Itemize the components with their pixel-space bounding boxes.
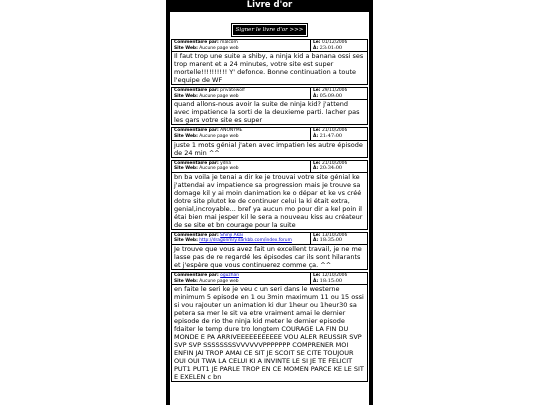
time-label: À:: [313, 278, 319, 284]
entry-meta: [172, 161, 367, 173]
entry-message: juste 1 mots génial j'aten avec impatien les autre épisode de 24 min ^^: [174, 140, 363, 157]
sign-area: [170, 12, 369, 39]
site-label: Site Web:: [174, 93, 198, 99]
entry-date: 01/12/2006: [321, 40, 348, 45]
date-label: Le:: [313, 128, 321, 134]
author-label: Commentaire par:: [174, 40, 219, 45]
entry-meta: [172, 88, 367, 100]
entry-time: 23:01:00: [319, 44, 343, 51]
entry-meta: [172, 273, 367, 285]
entry-date: 13/10/2006: [321, 232, 348, 238]
site-label: Site Web:: [174, 278, 198, 284]
site-label: Site Web:: [174, 166, 198, 172]
entry-author: privatewolf: [220, 88, 245, 94]
entry-date: 29/11/2006: [321, 88, 348, 94]
entry-message: quand allons-nous avoir la suite de ninja kid? j'attend avec impatience la sorti de la deuxieme parti. lacher pas les gars votre site es super: [174, 100, 360, 125]
guestbook-entry: [171, 232, 368, 270]
entry-date: 21/10/2006: [321, 128, 348, 134]
author-label: Commentaire par:: [174, 232, 219, 238]
entry-time: 21:47:00: [319, 132, 343, 139]
guestbook-entry: [171, 127, 368, 157]
site-label: Site Web:: [174, 45, 198, 51]
entry-time: 20:34:00: [319, 165, 343, 172]
time-label: À:: [313, 45, 319, 51]
guestbook-frame: [166, 0, 373, 405]
entry-author-cell: [172, 273, 311, 284]
entry-author[interactable]: Shinji Akai: [220, 232, 243, 238]
entry-site: Aucune page web: [199, 93, 239, 99]
entry-author-cell: [172, 233, 311, 244]
author-label: Commentaire par:: [174, 128, 219, 134]
entry-author: ANONYME: [220, 128, 243, 134]
entry-message: Il faut trop une suite a shiby, a ninja kid a banana ossi ses trop marent et a 24 minutes, votre site est super mortelle!!!!!!!!!! Y' defonce. Bonne continuation a toute l'equipe de WF: [174, 52, 364, 85]
entry-author: malcom: [220, 40, 238, 45]
date-label: Le:: [313, 160, 321, 166]
entry-date-cell: [311, 40, 367, 51]
entry-date: 21/10/2006: [321, 160, 348, 166]
entry-date-cell: [311, 273, 367, 284]
guestbook-entry: [171, 39, 368, 85]
entry-meta: [172, 40, 367, 52]
entries-list: [170, 39, 369, 382]
time-label: À:: [313, 238, 319, 244]
page-title: Livre d'or: [170, 0, 369, 12]
author-label: Commentaire par:: [174, 160, 219, 166]
entry-meta: [172, 233, 367, 245]
guestbook-panel: [170, 0, 369, 405]
entry-message: Je trouve que vous avez fait un excellent travail, je ne me lasse pas de re regardé les épisodes car ils sont hilarants et j'espère que vous continuerez comme ça. ^^: [174, 244, 362, 269]
time-label: À:: [313, 166, 319, 172]
guestbook-entry: [171, 160, 368, 230]
entry-author-cell: [172, 40, 311, 51]
entry-time: 18:15:00: [319, 277, 343, 284]
guestbook-entry: [171, 87, 368, 125]
entry-site: Aucune page web: [199, 45, 239, 51]
entry-date-cell: [311, 88, 367, 99]
date-label: Le:: [313, 232, 321, 238]
date-label: Le:: [313, 40, 321, 45]
date-label: Le:: [313, 272, 321, 278]
entry-site[interactable]: http://dragonmry.darkbb.com/index.forum: [199, 238, 292, 244]
entry-date-cell: [311, 161, 367, 172]
time-label: À:: [313, 93, 319, 99]
date-label: Le:: [313, 88, 321, 94]
entry-author-cell: [172, 161, 311, 172]
entry-message: en faite le seri ke je veu c un seri dans le westerne minimum 5 episode en 1 ou 3min maximum 11 ou 15 ossi si vou rajouter un animation ki dur 1heur ou 1heur30 sa petera sa mer le sit va etre vraiment amai le dernier episode de rio the ninja kid meter le dernier episode fdaiter le temp dure tro longtem COURAGE LA FIN DU MONDE E PA ARRIVEEEEEEEEEEE VOU ALER REUSSIR SVP SVP SVP SSSSSSSSVVVVVVPPPPPPP COMPRENER MOI ENFIN JAI TROP AMAI CE SIT JE SCOIT SE CITE TOUJOUR OUI OUI TWA LA CELUI KI A INVINTE LE SI JE TE FELICIT PUT1 PUT1 JE PARLE TROP EN CE MOMEN PARCE KE LE SIT E EXELEN c bn: [174, 285, 364, 382]
entry-meta: [172, 128, 367, 140]
site-label: Site Web:: [174, 133, 198, 139]
entry-site: Aucune page web: [199, 133, 239, 139]
site-label: Site Web:: [174, 238, 198, 244]
entry-date-cell: [311, 233, 367, 244]
entry-site: Aucune page web: [199, 278, 239, 284]
sign-guestbook-button[interactable]: Signer le livre d'or >>>: [232, 24, 308, 36]
author-label: Commentaire par:: [174, 88, 219, 94]
entry-author[interactable]: oguzhan: [220, 272, 239, 278]
entry-site: Aucune page web: [199, 166, 239, 172]
author-label: Commentaire par:: [174, 272, 219, 278]
entry-time: 05:09:00: [319, 92, 343, 99]
entry-author-cell: [172, 88, 311, 99]
entry-author: ydna: [220, 160, 232, 166]
entry-date: 12/10/2006: [321, 272, 348, 278]
entry-message: bn ba voila je tenai a dir ke je trouvai votre site génial ke j'attendai av impatience sa progression mais je trouve sa domage kil y ai moin danimation ke o dépar et ke vs créé dotre site plutot ke de continuer celui la ki était extra, genial,incroyable... bref ya aucun mo pour dir a kel poin il étai bien mai jesper kil le sera a nouveau kiss au créateur de se site et bn courage pour la suite: [174, 172, 363, 229]
time-label: À:: [313, 133, 319, 139]
entry-time: 18:35:00: [319, 237, 343, 244]
entry-date-cell: [311, 128, 367, 139]
entry-author-cell: [172, 128, 311, 139]
guestbook-entry: [171, 272, 368, 382]
